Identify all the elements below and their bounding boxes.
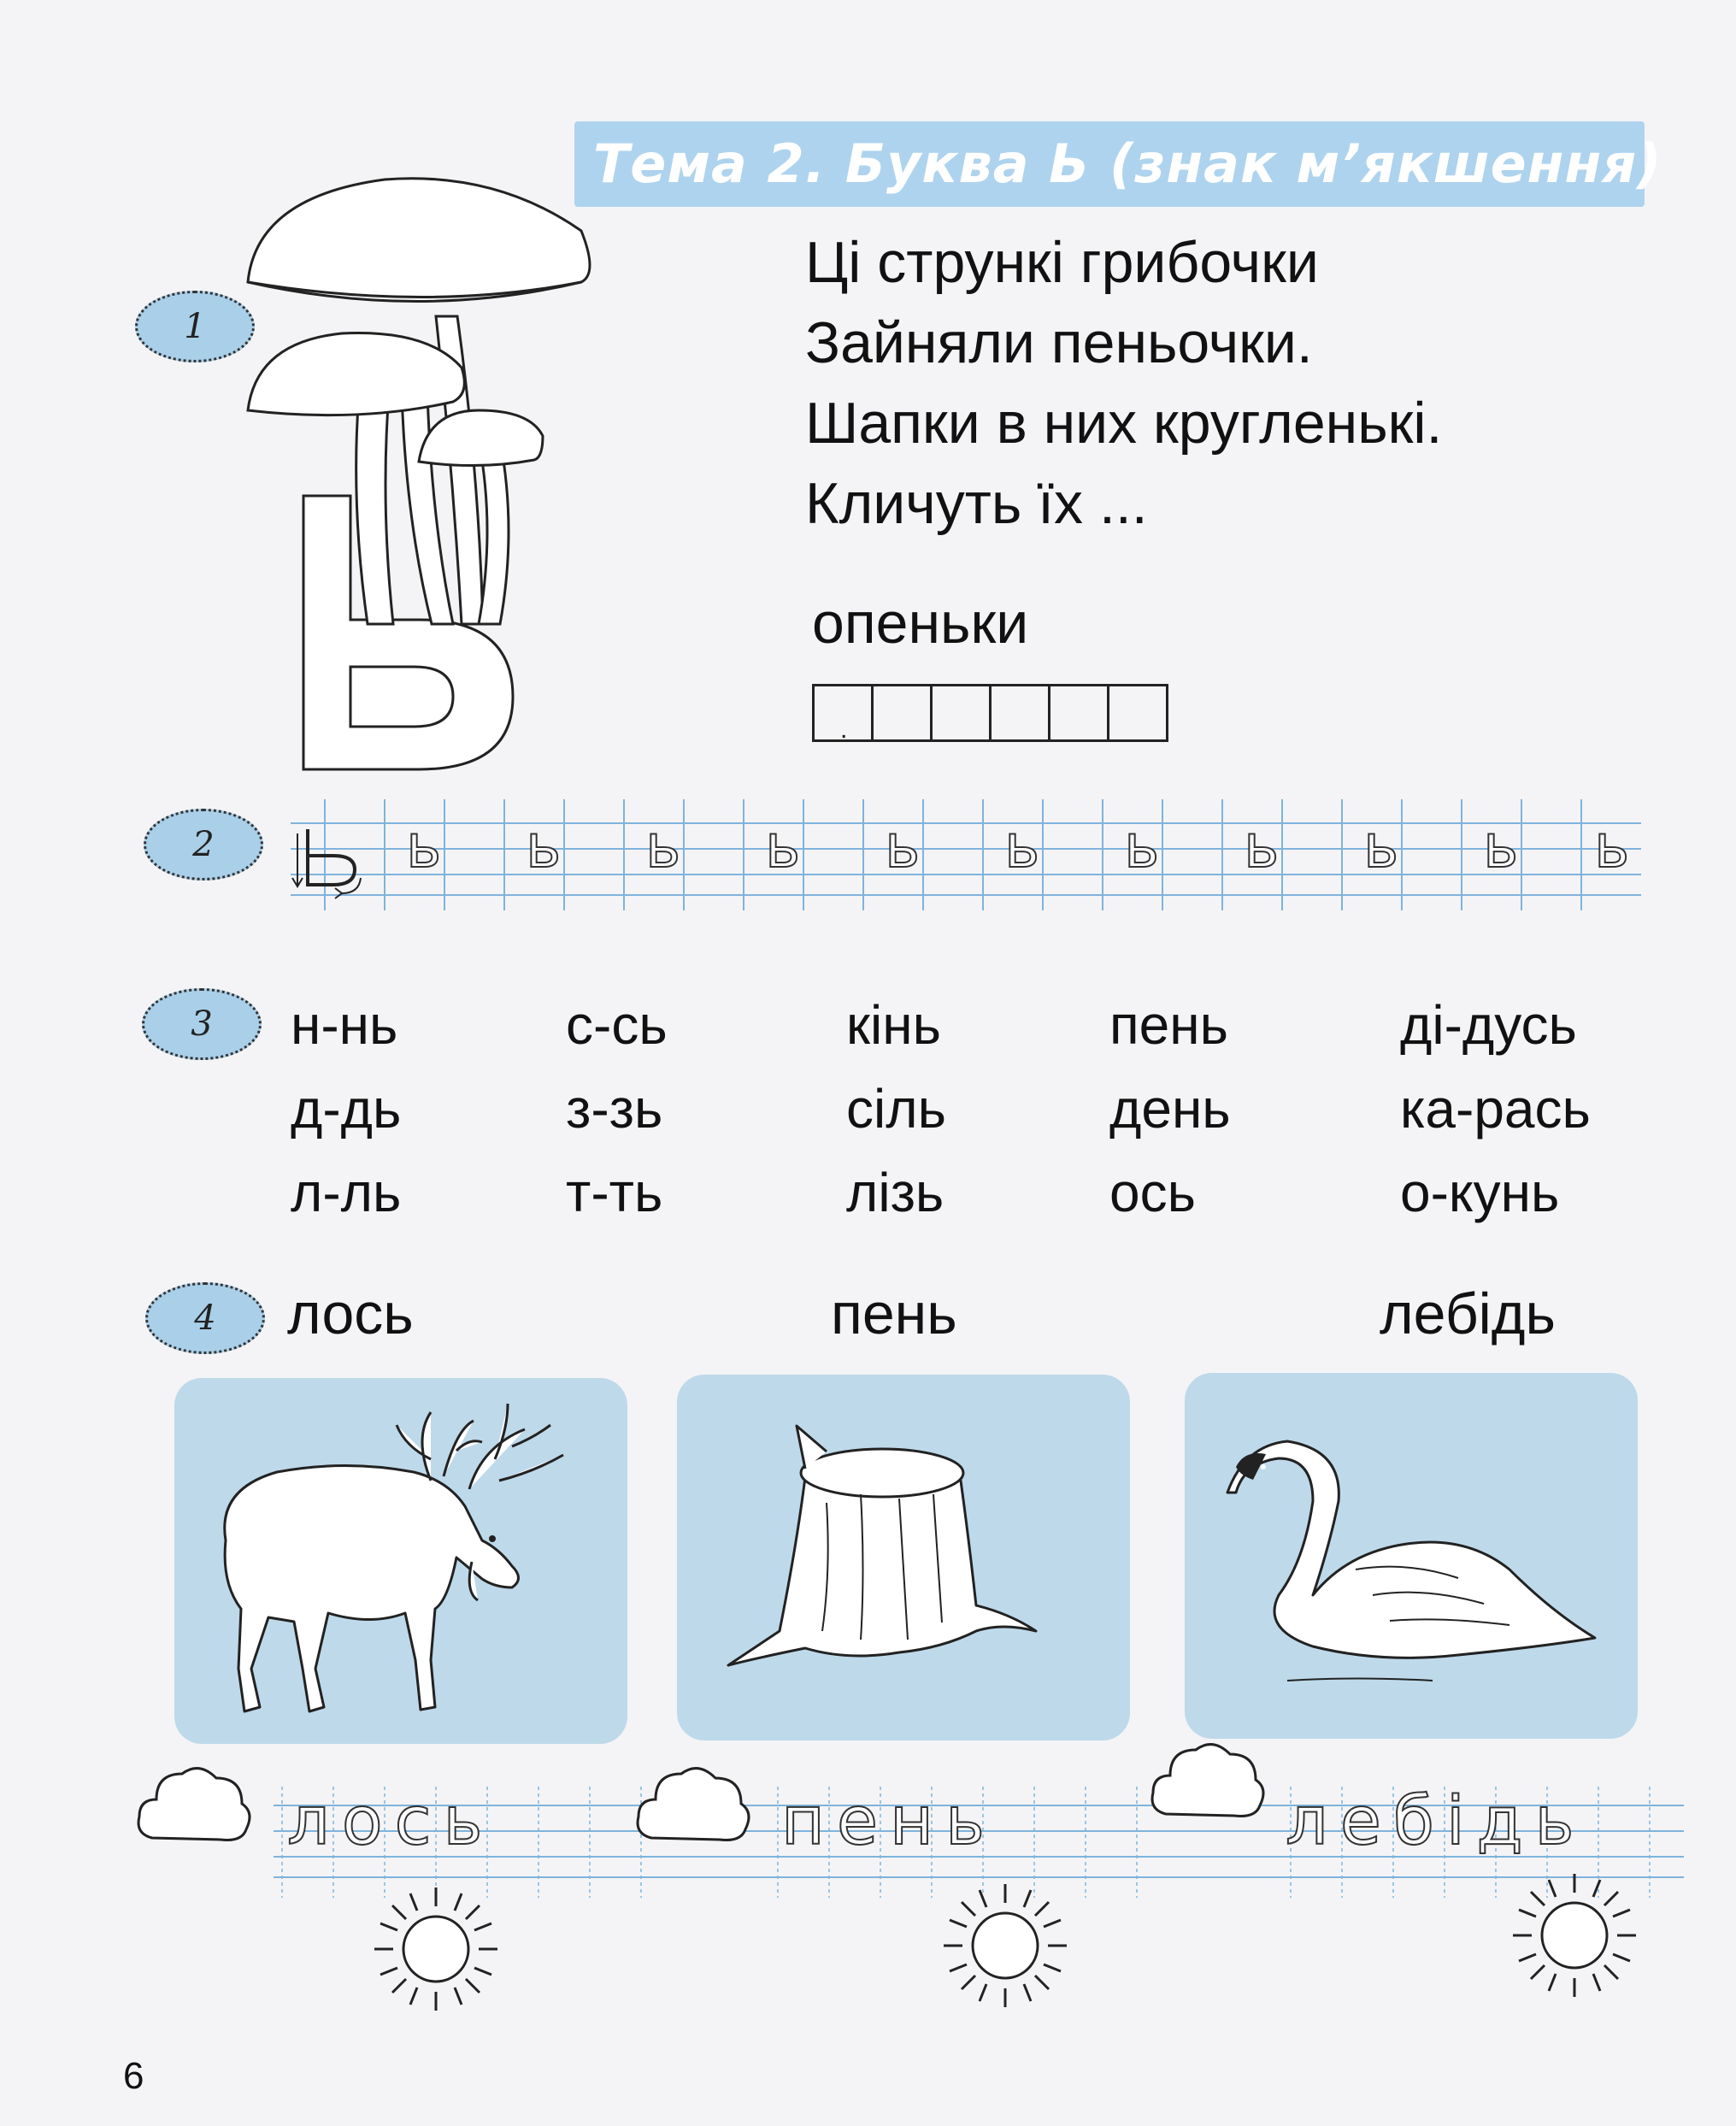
swan-icon <box>1185 1373 1638 1739</box>
trace-word-swan[interactable]: лебідь <box>1286 1783 1586 1860</box>
syllable: д-дь <box>291 1078 402 1140</box>
syllable: сіль <box>846 1078 946 1140</box>
syllable: день <box>1109 1078 1231 1140</box>
answer-cell[interactable] <box>871 684 933 742</box>
syllable: т-ть <box>566 1162 663 1223</box>
syllable: ді-дусь <box>1400 994 1577 1056</box>
trace-letter[interactable]: ь <box>1244 811 1280 881</box>
picture-card-stump <box>677 1375 1130 1740</box>
trace-letter[interactable]: ь <box>645 811 681 881</box>
page-title: Тема 2. Буква Ь (знак м’якшення) <box>574 121 1645 207</box>
mushroom-letter-illustration <box>222 162 615 778</box>
syllable: з-зь <box>566 1078 663 1140</box>
poem-line-3: Шапки в них кругленькі. <box>805 391 1443 456</box>
syllable: с-сь <box>566 994 668 1056</box>
answer-cell[interactable] <box>930 684 992 742</box>
syllable: лізь <box>846 1162 945 1223</box>
exercise-number-1: 1 <box>135 291 255 362</box>
poem-line-4: Кличуть їх ... <box>805 471 1148 536</box>
syllable-column-1 <box>291 983 401 1234</box>
trace-letter[interactable]: ь <box>885 811 921 881</box>
answer-cell-mark: . <box>840 716 848 744</box>
syllable: н-нь <box>291 994 398 1056</box>
answer-cell[interactable] <box>1048 684 1109 742</box>
answer-cell[interactable] <box>989 684 1050 742</box>
trace-letter[interactable]: ь <box>526 811 562 881</box>
syllable: ось <box>1109 1162 1196 1223</box>
exercise-number-2: 2 <box>144 809 263 880</box>
trace-letter[interactable]: ь <box>1004 811 1040 881</box>
exercise-number-4: 4 <box>145 1282 265 1354</box>
trace-letter-row[interactable] <box>291 799 1641 910</box>
trace-letter[interactable]: ь <box>406 811 442 881</box>
picture-card-swan <box>1185 1373 1638 1739</box>
moose-icon <box>174 1378 627 1744</box>
page-number: 6 <box>123 2055 144 2097</box>
trace-letter[interactable]: ь <box>1124 811 1160 881</box>
syllable-column-3 <box>846 983 946 1234</box>
cloud-icon <box>634 1752 754 1855</box>
syllable-column-5 <box>1400 983 1591 1234</box>
sun-icon <box>1506 1867 1643 2004</box>
poem-line-2: Зайняли пеньочки. <box>805 310 1313 375</box>
cloud-icon <box>1149 1728 1268 1831</box>
syllable-column-2 <box>566 983 668 1234</box>
poem-line-1: Ці стрункі грибочки <box>805 230 1319 295</box>
syllable: л-ль <box>291 1162 402 1223</box>
picture-word-swan: лебідь <box>1380 1281 1556 1346</box>
syllable: о-кунь <box>1400 1162 1560 1223</box>
trace-word-moose[interactable]: лось <box>287 1783 495 1860</box>
syllable: пень <box>1109 994 1228 1056</box>
sun-icon <box>937 1877 1074 2014</box>
answer-boxes[interactable] <box>812 684 1168 742</box>
sun-icon <box>368 1881 504 2017</box>
cloud-icon <box>135 1752 255 1855</box>
trace-letter[interactable]: ь <box>1594 811 1630 881</box>
stump-icon <box>677 1375 1130 1740</box>
answer-cell[interactable] <box>1107 684 1168 742</box>
trace-letter[interactable]: ь <box>765 811 801 881</box>
picture-card-moose <box>174 1378 627 1744</box>
answer-cell[interactable] <box>812 684 874 742</box>
trace-word-stump[interactable]: пень <box>781 1783 997 1860</box>
answer-word: опеньки <box>812 591 1029 656</box>
trace-letter[interactable]: ь <box>1483 811 1519 881</box>
syllable: кінь <box>846 994 941 1056</box>
picture-word-moose: лось <box>287 1281 414 1346</box>
picture-word-stump: пень <box>831 1281 957 1346</box>
syllable-column-4 <box>1109 983 1231 1234</box>
exercise-number-3: 3 <box>142 988 262 1060</box>
syllable: ка-рась <box>1400 1078 1591 1140</box>
trace-letter[interactable]: ь <box>1363 811 1399 881</box>
